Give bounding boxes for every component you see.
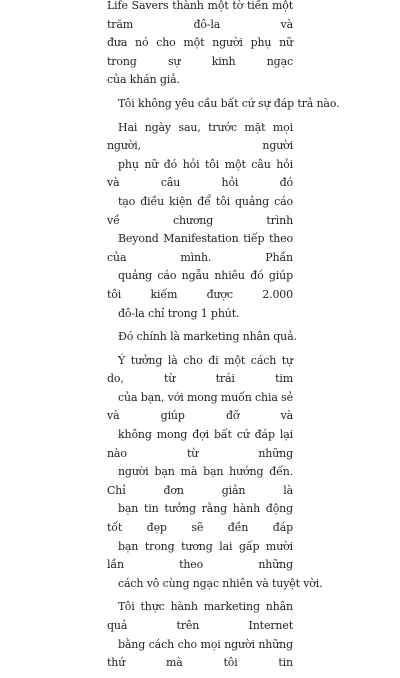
text-line: phụ nữ đó hỏi tôi một câu hỏi và câu hỏi đó: [107, 157, 293, 190]
paragraph-3: [107, 119, 293, 324]
text-line: của bạn, với mong muốn chia sẻ và giúp đỡ và: [107, 390, 293, 423]
text-line: đô-la chỉ trong 1 phút.: [118, 306, 240, 320]
text-line: Life Savers thành một tờ tiền một trăm đô-la và: [107, 0, 293, 31]
text-line: Đó chính là marketing nhân quả.: [118, 330, 297, 344]
body-text: [107, 0, 340, 678]
paragraph-1: [107, 0, 293, 90]
text-line: bạn tin tưởng rằng hành động tốt đẹp sẽ đền đáp: [107, 502, 293, 535]
text-line: tạo điều kiện để tôi quảng cáo về chương trình: [107, 194, 293, 227]
paragraph-5: [107, 352, 323, 594]
text-line: đưa nó cho một người phụ nữ trong sự kinh ngạc: [107, 36, 293, 68]
text-line: cách vô cùng ngạc nhiên và tuyệt vời.: [118, 576, 323, 590]
text-line: quảng cáo ngẫu nhiêu đó giúp tôi kiếm được 2.000: [107, 269, 293, 301]
text-line: Ý tưởng là cho đi một cách tự do, từ trái tim: [107, 353, 293, 386]
text-line: bằng cách cho mọi người những thứ mà tôi tin: [107, 637, 293, 670]
text-line: Tôi thực hành marketing nhân quả trên Internet: [107, 600, 293, 632]
paragraph-4: [107, 328, 297, 347]
paragraph-6: [107, 598, 293, 672]
text-line: Tôi không yêu cầu bất cứ sự đáp trả nào.: [118, 96, 340, 110]
text-line: Hai ngày sau, trước mặt mọi người, người: [107, 120, 293, 153]
text-line: của khán giả.: [107, 73, 180, 87]
text-line: Beyond Manifestation tiếp theo của mình. Phần: [107, 232, 293, 264]
text-line: không mong đợi bất cứ đáp lại nào từ những: [107, 428, 293, 460]
text-line: người bạn mà bạn hướng đến. Chỉ đơn giản là: [107, 465, 293, 497]
text-line: bạn trong tương lai gấp mười lần theo những: [107, 539, 293, 572]
paragraph-2: [107, 95, 340, 114]
